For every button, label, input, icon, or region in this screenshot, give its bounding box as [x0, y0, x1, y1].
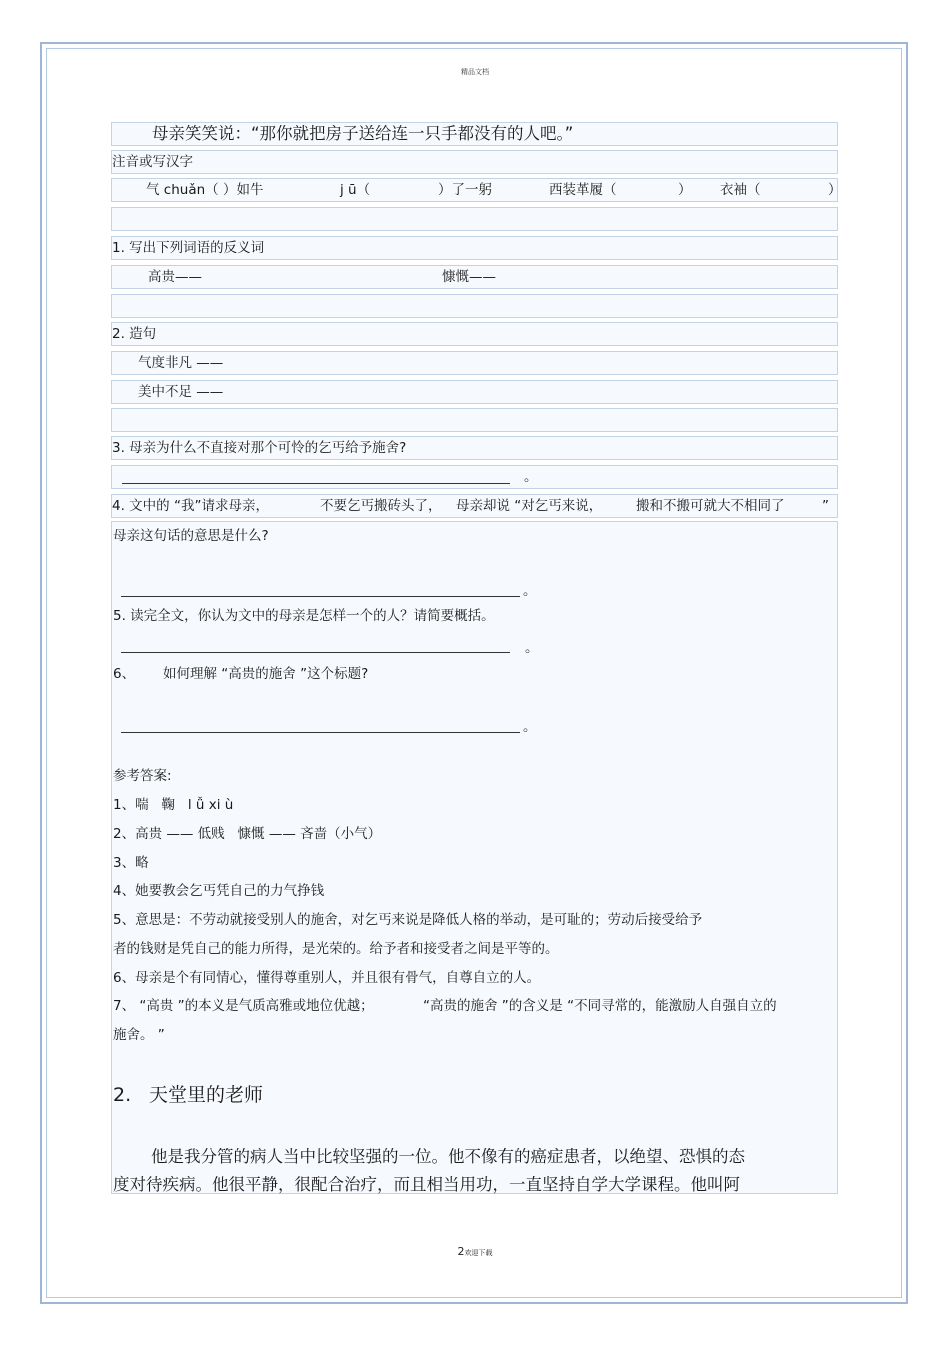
antonym-item-1: 高贵——	[148, 269, 202, 285]
q5-answer-line	[121, 652, 510, 653]
phonetic-item-4-end: ）	[828, 182, 842, 198]
antonym-title: 1. 写出下列词语的反义词	[112, 240, 265, 256]
phonetic-item-4: 衣袖（	[720, 182, 761, 198]
section-number: 2.	[113, 1084, 132, 1106]
q6-answer-end-text: 。	[523, 719, 537, 735]
row-sentence-2	[111, 380, 838, 404]
header-watermark: 精品文档	[461, 68, 489, 76]
row-antonym-items	[111, 265, 838, 289]
row-phonetic-title	[111, 150, 838, 174]
content-block	[111, 521, 838, 1194]
answer-7-text-2: “高贵的施舍 ”的含义是 “不同寻常的，能激励人自强自立的	[423, 998, 777, 1014]
sentence-item-1: 气度非凡 ——	[138, 355, 224, 371]
answer-7-text-1: 7、 “高贵 ”的本义是气质高雅或地位优越；	[113, 998, 374, 1014]
row-empty-3	[111, 408, 838, 432]
question-4-part-5: ”	[822, 498, 829, 514]
phonetic-item-2: j ū（	[340, 182, 371, 198]
row-answer-line-3	[111, 465, 838, 489]
answer-7-text-3: 施舍。 ”	[113, 1027, 165, 1043]
answer-line-3	[122, 483, 510, 484]
phonetic-title: 注音或写汉字	[112, 154, 193, 170]
answer-5-text-1: 5、意思是：不劳动就接受别人的施舍，对乞丐来说是降低人格的举动，是可耻的；劳动后接受给予	[113, 912, 703, 928]
page-number: 2	[457, 1245, 465, 1258]
row-mother-quote	[111, 122, 838, 146]
row-sentence-1	[111, 351, 838, 375]
section-title: 天堂里的老师	[149, 1084, 264, 1106]
row-empty-1	[111, 207, 838, 231]
answer-2-text: 2、高贵 —— 低贱 慷慨 —— 吝啬（小气）	[113, 826, 382, 842]
row-sentence-title	[111, 322, 838, 346]
sentence-title: 2. 造句	[112, 326, 157, 342]
question-3: 3. 母亲为什么不直接对那个可怜的乞丐给予施舍?	[112, 440, 407, 456]
question-4-part-2: 不要乞丐搬砖头了，	[320, 498, 442, 514]
mother-quote-text: 母亲笑笑说：“那你就把房子送给连一只手都没有的人吧。”	[152, 124, 574, 143]
row-antonym-title	[111, 236, 838, 260]
phonetic-item-3: 西装革履（	[549, 182, 617, 198]
phonetic-item-3-end: ）	[678, 182, 692, 198]
q6-answer-line	[121, 732, 520, 733]
q5-text: 5. 读完全文，你认为文中的母亲是怎样一个的人？请简要概括。	[113, 608, 495, 624]
answer-6-text: 6、母亲是个有同情心，懂得尊重别人，并且很有骨气，自尊自立的人。	[113, 970, 541, 986]
footer-text: 欢迎下载	[464, 1249, 493, 1257]
answer-4-text: 4、她要教会乞丐凭自己的力气挣钱	[113, 883, 325, 899]
question-4-part-3: 母亲却说 “对乞丐来说，	[456, 498, 603, 514]
q4-answer-line	[121, 596, 520, 597]
paragraph-text-2: 度对待疾病。他很平静，很配合治疗，而且相当用功，一直坚持自学大学课程。他叫阿	[113, 1175, 740, 1194]
answer-5-text-2: 者的钱财是凭自己的能力所得，是光荣的。给予者和接受者之间是平等的。	[113, 941, 559, 957]
sentence-item-2: 美中不足 ——	[138, 384, 224, 400]
q4-continuation-text: 母亲这句话的意思是什么?	[113, 528, 269, 544]
q4-answer-end-text: 。	[523, 583, 537, 599]
row-empty-2	[111, 294, 838, 318]
row-question-3	[111, 436, 838, 460]
antonym-item-2: 慷慨——	[442, 269, 496, 285]
footer	[0, 1245, 950, 1258]
answer-3-text: 3、略	[113, 855, 149, 871]
q6-text: 如何理解 “高贵的施舍 ”这个标题?	[163, 666, 369, 682]
question-4-part-1: 4. 文中的 “我”请求母亲，	[112, 498, 269, 514]
answer-1-text: 1、喘 鞠 l ǚ xi ù	[113, 797, 234, 813]
paragraph-text-1: 他是我分管的病人当中比较坚强的一位。他不像有的癌症患者，以绝望、恐惧的态	[151, 1147, 745, 1166]
phonetic-item-1: 气 chuǎn（ ）如牛	[146, 182, 264, 198]
phonetic-item-2-end: ）了一躬	[438, 182, 492, 198]
answer-key-title-text: 参考答案:	[113, 768, 172, 784]
q5-answer-end-text: 。	[525, 640, 539, 656]
row-question-4	[111, 494, 838, 518]
answer-line-3-end: 。	[524, 469, 538, 485]
question-4-part-4: 搬和不搬可就大不相同了	[636, 498, 785, 514]
row-phonetic-items	[111, 178, 842, 202]
q6-number: 6、	[113, 666, 136, 682]
